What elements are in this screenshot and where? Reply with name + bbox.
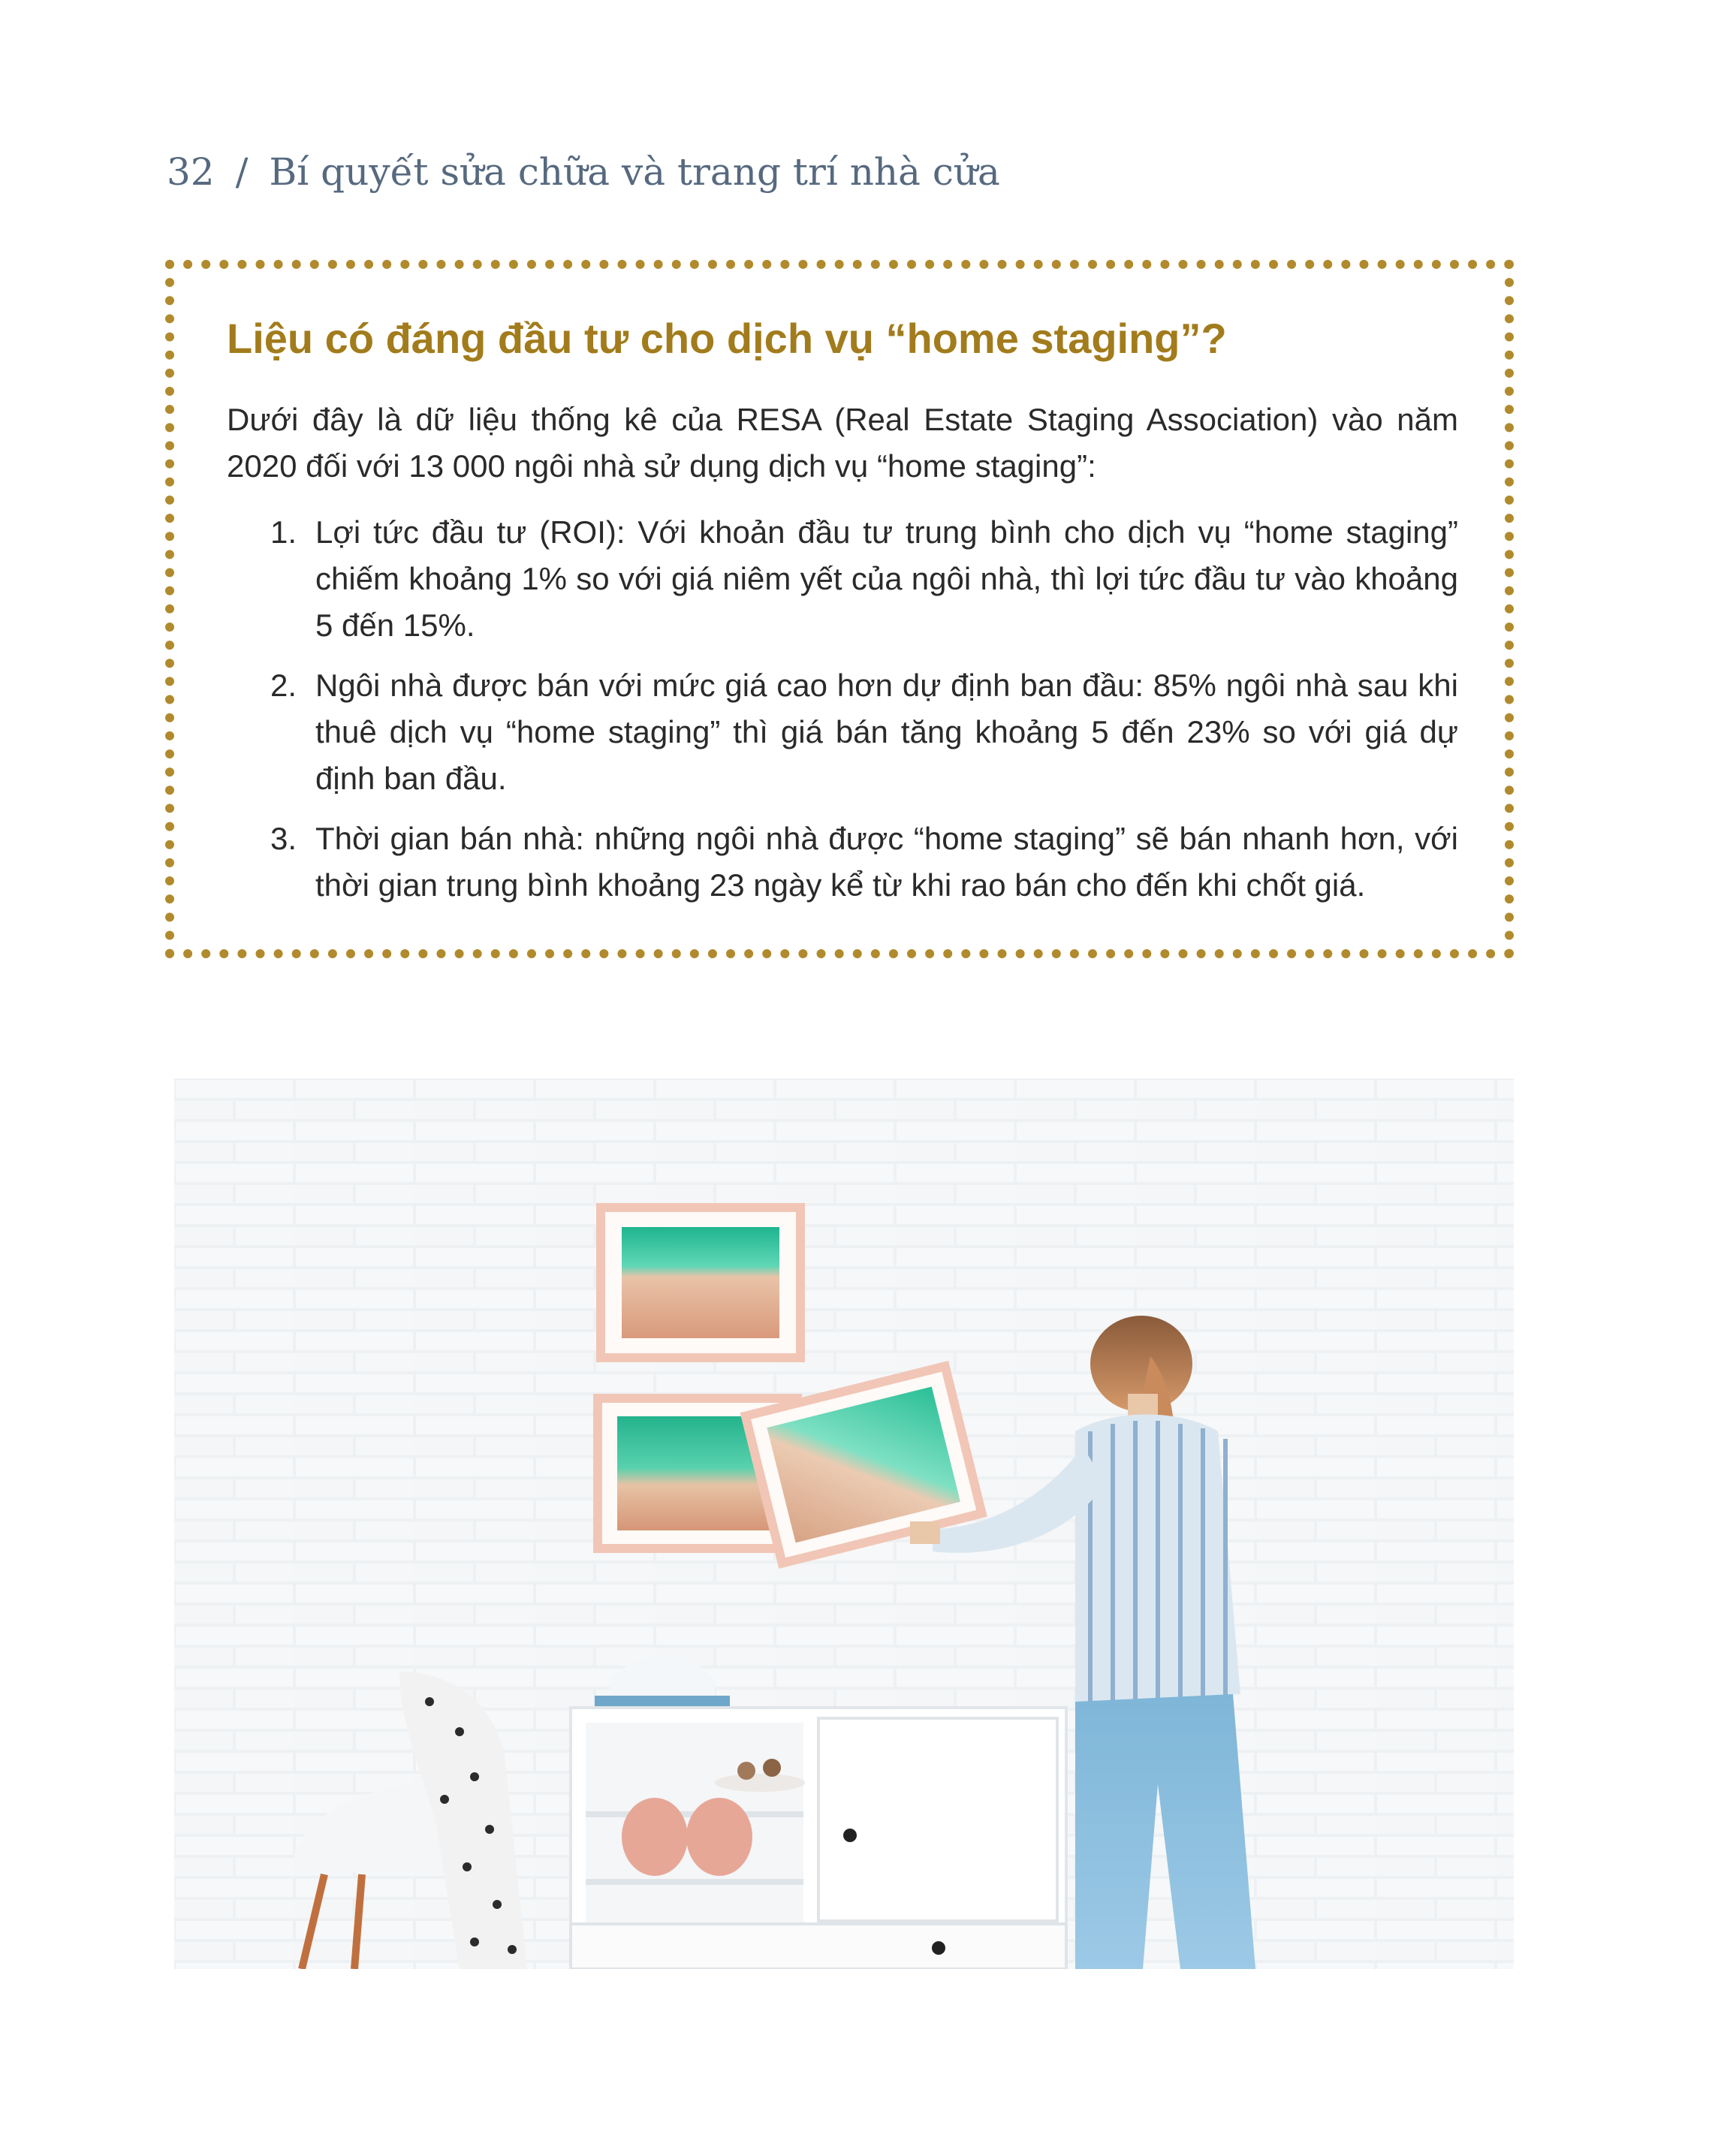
list-item-number: 1. <box>270 514 297 550</box>
page-number: 32 <box>167 150 215 194</box>
box-title: Liệu có đáng đầu tư cho dịch vụ “home staging”? <box>227 315 1227 362</box>
list-item-text: Thời gian bán nhà: những ngôi nhà được “home staging” sẽ bán nhanh hơn, với thời gian trung bình khoảng 23 ngày kể từ khi rao bán cho đến khi chốt giá. <box>315 821 1458 903</box>
box-intro: Dưới đây là dữ liệu thống kê của RESA (Real Estate Staging Association) vào năm 2020 đối với 13 000 ngôi nhà sử dụng dịch vụ “home staging”: <box>227 402 1458 484</box>
list-item <box>227 509 1458 649</box>
list-item-number: 2. <box>270 668 297 703</box>
list-item-text: Lợi tức đầu tư (ROI): Với khoản đầu tư trung bình cho dịch vụ “home staging” chiếm khoảng 1% so với giá niêm yết của ngôi nhà, thì lợi tức đầu tư vào khoảng 5 đến 15%. <box>315 514 1458 643</box>
home-staging-photo <box>174 1078 1514 1969</box>
list-item <box>227 816 1458 909</box>
list-item-number: 3. <box>270 821 297 856</box>
running-header <box>167 150 1000 194</box>
photo-illustration <box>174 1078 1514 1969</box>
stats-list <box>227 509 1458 922</box>
header-separator: / <box>235 150 249 194</box>
list-item-text: Ngôi nhà được bán với mức giá cao hơn dự định ban đầu: 85% ngôi nhà sau khi thuê dịch vụ “home staging” thì giá bán tăng khoảng 5 đến 23% so với giá dự định ban đầu. <box>315 668 1458 796</box>
book-title: Bí quyết sửa chữa và trang trí nhà cửa <box>269 150 1000 194</box>
list-item <box>227 662 1458 802</box>
